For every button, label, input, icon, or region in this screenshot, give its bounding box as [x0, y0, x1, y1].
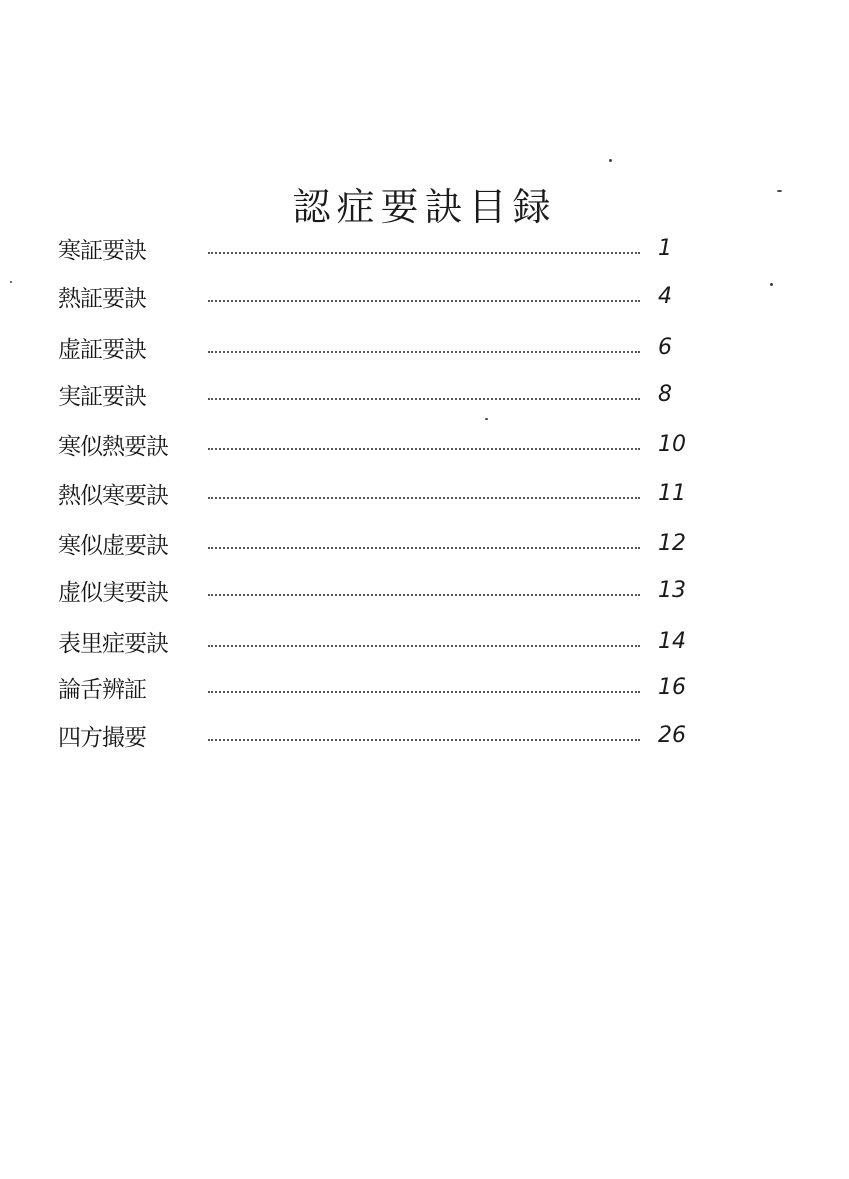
- dot-leader: [208, 298, 640, 302]
- toc-entry-label: 寒似虚要訣: [58, 532, 168, 559]
- toc-entry-label: 熱証要訣: [58, 285, 146, 312]
- dot-leader: [208, 396, 640, 400]
- toc-entry: [58, 276, 698, 316]
- toc-entry: [58, 570, 698, 610]
- toc-entry: [58, 228, 698, 268]
- toc-entry-page: 11: [658, 480, 686, 506]
- toc-entry: [58, 523, 698, 563]
- scan-speck: [609, 159, 612, 162]
- toc-entry-page: 14: [658, 628, 686, 654]
- scan-speck: [770, 283, 773, 286]
- scan-speck: [485, 418, 488, 420]
- dot-leader: [208, 446, 640, 450]
- toc-entry-label: 虚似実要訣: [58, 579, 168, 606]
- toc-entry-label: 実証要訣: [58, 383, 146, 410]
- toc-entry-label: 表里症要訣: [58, 630, 168, 657]
- toc-entry-page: 16: [658, 674, 686, 700]
- dot-leader: [208, 592, 640, 596]
- toc-entry: [58, 473, 698, 513]
- toc-entry-page: 10: [658, 431, 686, 457]
- toc-entry-label: 熱似寒要訣: [58, 482, 168, 509]
- toc-entry: [58, 327, 698, 367]
- toc-entry: [58, 424, 698, 464]
- toc-entry-label: 論舌辨証: [58, 676, 146, 703]
- toc-entry-page: 6: [658, 334, 672, 360]
- toc-entry-page: 8: [658, 381, 672, 407]
- toc-entry-page: 26: [658, 722, 686, 748]
- dot-leader: [208, 689, 640, 693]
- dot-leader: [208, 545, 640, 549]
- dot-leader: [208, 349, 640, 353]
- dot-leader: [208, 737, 640, 741]
- toc-entry: [58, 374, 698, 414]
- scan-speck: [777, 190, 782, 192]
- toc-entry-label: 寒似熱要訣: [58, 433, 168, 460]
- dot-leader: [208, 643, 640, 647]
- scan-speck: [10, 281, 12, 283]
- toc-entry: [58, 667, 698, 707]
- toc-entry: [58, 621, 698, 661]
- toc-entry: [58, 715, 698, 755]
- toc-entry-label: 虚証要訣: [58, 336, 146, 363]
- dot-leader: [208, 250, 640, 254]
- toc-entry-page: 4: [658, 283, 672, 309]
- dot-leader: [208, 495, 640, 499]
- toc-entry-label: 四方撮要: [58, 724, 146, 751]
- toc-entry-page: 13: [658, 577, 686, 603]
- page-title: 認症要訣目録: [292, 185, 557, 229]
- toc-entry-label: 寒証要訣: [58, 237, 146, 264]
- toc-entry-page: 12: [658, 530, 686, 556]
- toc-entry-page: 1: [658, 235, 672, 261]
